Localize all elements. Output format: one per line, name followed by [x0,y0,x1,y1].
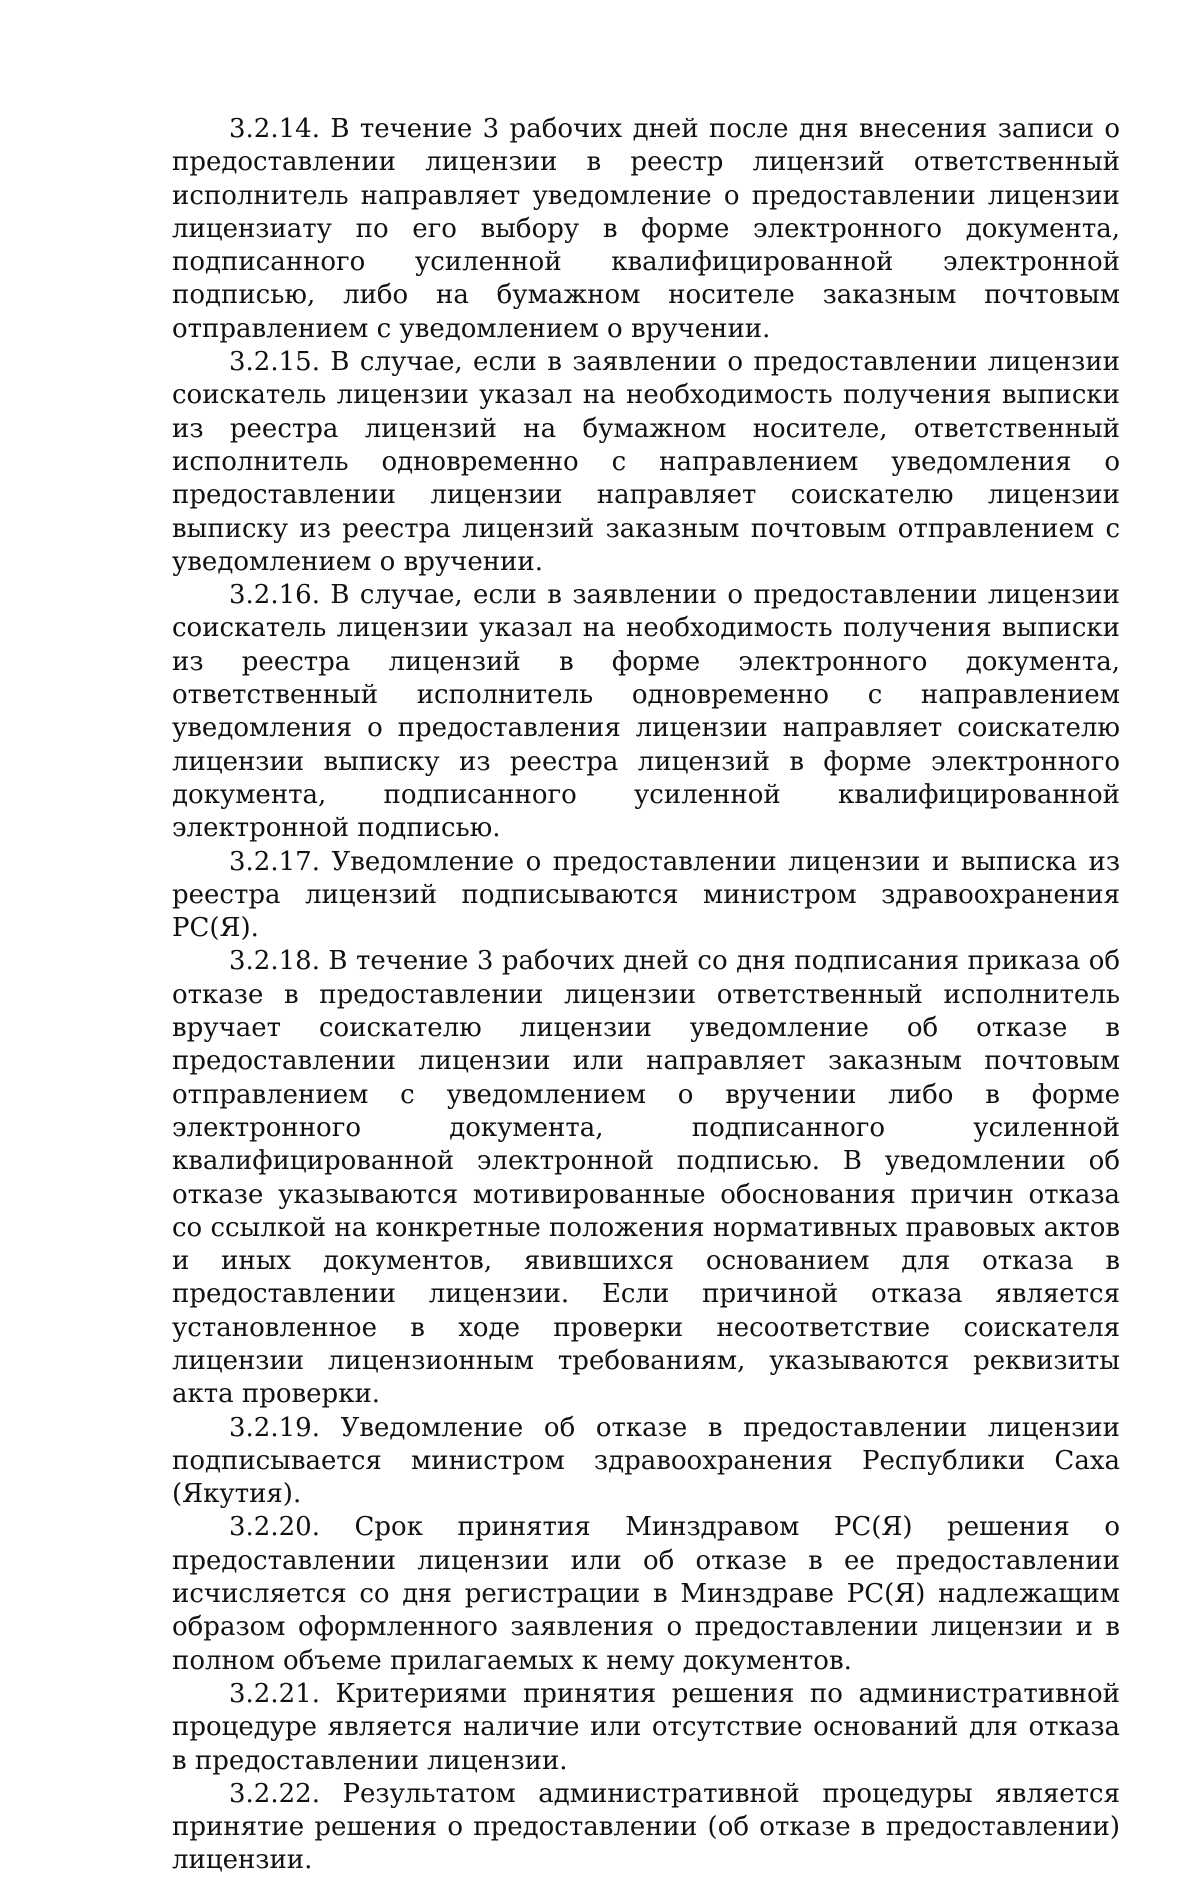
paragraph-3-2-14: 3.2.14. В течение 3 рабочих дней после дня внесения записи о предоставлении лицензии в реестр лицензий ответственный исполнитель направляет уведомление о предоставлении лицензии лицензиату по его выбору в форме электронного документа, подписанного усиленной квалифицированной электронной подписью, либо на бумажном носителе заказным почтовым отправлением с уведомлением о вручении. [172,114,1120,344]
paragraph-3-2-19: 3.2.19. Уведомление об отказе в предоставлении лицензии подписывается министром здравоохранения Республики Саха (Якутия). [172,1412,1120,1510]
paragraph-3-2-17: 3.2.17. Уведомление о предоставлении лицензии и выписка из реестра лицензий подписываются министром здравоохранения РС(Я). [172,846,1120,944]
paragraph-3-2-16: 3.2.16. В случае, если в заявлении о предоставлении лицензии соискатель лицензии указал на необходимость получения выписки из реестра лицензий в форме электронного документа, ответственный исполнитель одновременно с направлением уведомления о предоставления лицензии направляет соискателю лицензии выписку из реестра лицензий в форме электронного документа, подписанного усиленной квалифицированной электронной подписью. [172,580,1120,844]
document-page [172,113,1120,1878]
paragraph-3-2-22: 3.2.22. Результатом административной процедуры является принятие решения о предоставлении (об отказе в предоставлении) лицензии. [172,1778,1120,1876]
paragraph-3-2-21: 3.2.21. Критериями принятия решения по административной процедуре является наличие или отсутствие оснований для отказа в предоставлении лицензии. [172,1678,1120,1776]
paragraph-3-2-18: 3.2.18. В течение 3 рабочих дней со дня подписания приказа об отказе в предоставлении лицензии ответственный исполнитель вручает соискателю лицензии уведомление об отказе в предоставлении лицензии или направляет заказным почтовым отправлением с уведомлением о вручении либо в форме электронного документа, подписанного усиленной квалифицированной электронной подписью. В уведомлении об отказе указываются мотивированные обоснования причин отказа со ссылкой на конкретные положения нормативных правовых актов и иных документов, явившихся основанием для отказа в предоставлении лицензии. Если причиной отказа является установленное в ходе проверки несоответствие соискателя лицензии лицензионным требованиям, указываются реквизиты акта проверки. [172,946,1120,1410]
paragraph-3-2-15: 3.2.15. В случае, если в заявлении о предоставлении лицензии соискатель лицензии указал на необходимость получения выписки из реестра лицензий на бумажном носителе, ответственный исполнитель одновременно с направлением уведомления о предоставлении лицензии направляет соискателю лицензии выписку из реестра лицензий заказным почтовым отправлением с уведомлением о вручении. [172,347,1120,577]
paragraph-3-2-20: 3.2.20. Срок принятия Минздравом РС(Я) решения о предоставлении лицензии или об отказе в ее предоставлении исчисляется со дня регистрации в Минздраве РС(Я) надлежащим образом оформленного заявления о предоставлении лицензии и в полном объеме прилагаемых к нему документов. [172,1512,1120,1676]
